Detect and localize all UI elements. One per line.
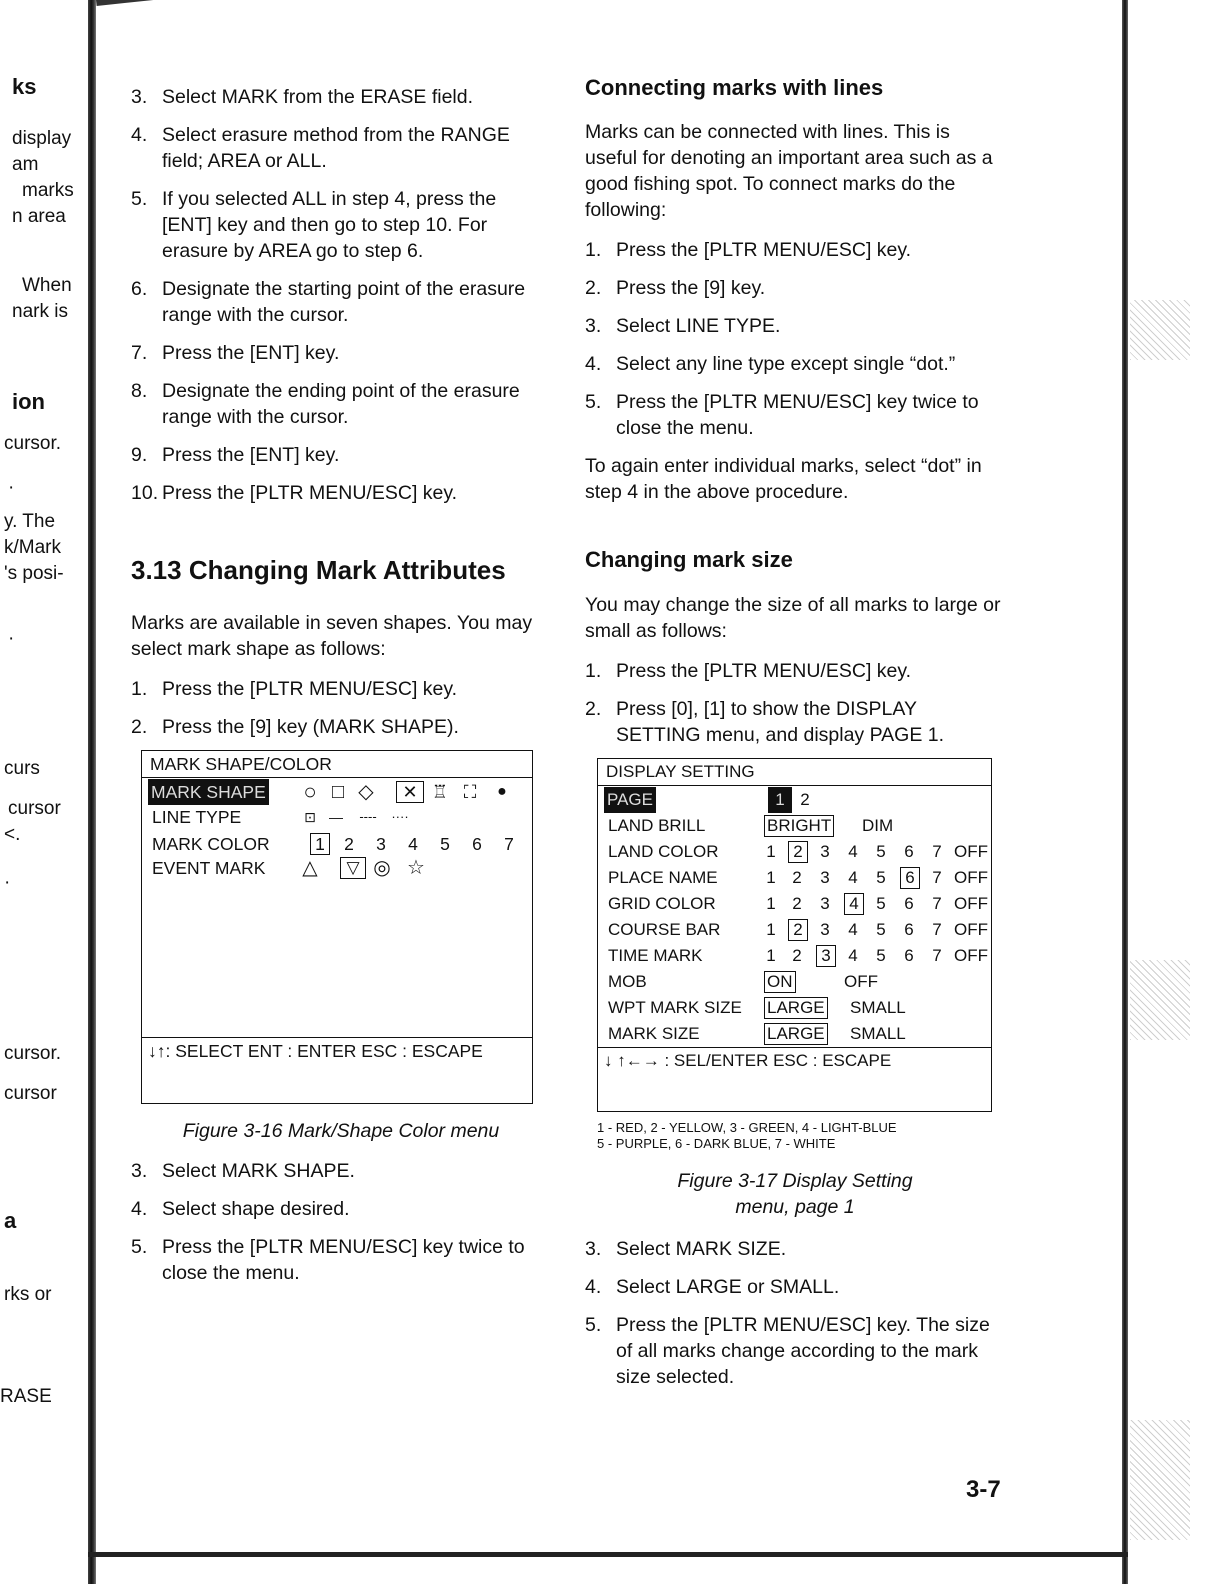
menu-row-label: WPT MARK SIZE (608, 998, 742, 1017)
step: 4. Select shape desired. (131, 1198, 350, 1220)
num-option-selected[interactable]: 6 (900, 867, 920, 889)
step: 6. Designate the starting point of the erasure range with the cursor. (131, 278, 526, 326)
num-option[interactable]: 3 (820, 868, 830, 887)
num-option[interactable]: 1 (766, 894, 776, 913)
menu-row-label: TIME MARK (608, 946, 703, 965)
num-option[interactable]: 7 (932, 842, 942, 861)
fragment: a (4, 1208, 17, 1233)
num-option-selected[interactable]: 3 (816, 945, 836, 967)
page-edge-bottom (88, 1552, 1128, 1557)
step: 4. Select erasure method from the RANGE field; AREA or ALL. (131, 124, 510, 172)
menu-title: MARK SHAPE/COLOR (142, 751, 532, 778)
mark-shape-color-menu (141, 750, 533, 1104)
step: 9. Press the [ENT] key. (131, 444, 340, 466)
step: 3. Select MARK SIZE. (585, 1238, 787, 1260)
color-option[interactable]: 1 (310, 833, 330, 855)
fragment: · (8, 477, 15, 498)
fragment: When (22, 275, 72, 296)
scan-noise (1130, 960, 1190, 1040)
menu-footer: ↓↑: SELECT ENT : ENTER ESC : ESCAPE (142, 1037, 532, 1064)
fragment: curs (4, 758, 40, 779)
step: 4. Select LARGE or SMALL. (585, 1276, 840, 1298)
num-option[interactable]: 6 (904, 946, 914, 965)
fragment: marks (22, 180, 74, 201)
shape-x-icon[interactable]: ✕ (396, 781, 424, 803)
num-option[interactable]: 6 (904, 920, 914, 939)
num-option[interactable]: OFF (954, 946, 988, 965)
shape-diamond-icon[interactable]: ◇ (358, 781, 374, 803)
display-setting-menu (597, 758, 992, 1112)
menu-row-mark-shape[interactable] (142, 779, 532, 805)
color-option[interactable]: 5 (440, 834, 450, 854)
fragment: RASE (0, 1386, 52, 1407)
menu-row-mark-color[interactable] (142, 831, 532, 857)
fragment: cursor (4, 1083, 57, 1104)
num-option[interactable]: 7 (932, 946, 942, 965)
menu-row-grid-color[interactable] (598, 891, 991, 917)
num-option[interactable]: 3 (820, 920, 830, 939)
connect-marks-section (585, 119, 1005, 505)
page-number: 3-7 (966, 1476, 1001, 1503)
fragment: rks or (4, 1284, 52, 1305)
fragment: y. The (4, 511, 56, 532)
line-dashed-icon[interactable]: ---- (359, 809, 377, 824)
mark-shape-steps (131, 1158, 551, 1286)
fragment: display (12, 128, 72, 149)
menu-footer: ↓ ↑←→ : SEL/ENTER ESC : ESCAPE (598, 1047, 991, 1074)
event-triangle-down-icon[interactable]: ▽ (340, 857, 366, 879)
step: 3. Select MARK from the ERASE field. (131, 86, 474, 108)
menu-row-land-color[interactable] (598, 839, 991, 865)
color-option[interactable]: 3 (376, 834, 386, 854)
color-option[interactable]: 4 (408, 834, 418, 854)
num-option[interactable]: 5 (876, 894, 886, 913)
line-dotted-icon[interactable]: ···· (391, 809, 409, 824)
paragraph: Marks can be connected with lines. This is useful for denoting an important area such as a good fishing spot. To connect marks do the following: (585, 121, 993, 221)
menu-title: DISPLAY SETTING (598, 759, 991, 786)
fragment: cursor. (4, 1043, 62, 1064)
option[interactable]: SMALL (850, 1024, 906, 1043)
menu-row-label: GRID COLOR (608, 894, 716, 913)
step: 2. Press [0], [1] to show the DISPLAY SETTING menu, and display PAGE 1. (585, 698, 945, 746)
num-option[interactable]: OFF (954, 842, 988, 861)
page-option[interactable]: 1 (768, 787, 792, 813)
menu-row-label: MOB (608, 972, 647, 991)
menu-row-label: LAND COLOR (608, 842, 719, 861)
menu-row-label: LINE TYPE (152, 807, 242, 827)
num-option[interactable]: 4 (848, 842, 858, 861)
mark-size-steps (585, 1236, 1005, 1390)
step: 3. Select MARK SHAPE. (131, 1160, 355, 1182)
figure-caption: Figure 3-16 Mark/Shape Color menu (182, 1120, 500, 1142)
menu-row-label: PAGE (604, 787, 656, 813)
subsection-title: Connecting marks with lines (585, 75, 884, 100)
legend-line: 1 - RED, 2 - YELLOW, 3 - GREEN, 4 - LIGHT-BLUE (597, 1120, 897, 1135)
step: 1. Press the [PLTR MENU/ESC] key. (585, 660, 912, 682)
fragment: ks (12, 74, 37, 99)
fragment: · (8, 628, 15, 649)
step: 1. Press the [PLTR MENU/ESC] key. (585, 239, 912, 261)
page-option[interactable]: 2 (800, 790, 810, 809)
num-option-selected[interactable]: 2 (788, 841, 808, 863)
num-option[interactable]: 2 (792, 894, 802, 913)
num-option[interactable]: 1 (766, 842, 776, 861)
menu-row-label: MARK SIZE (608, 1024, 700, 1043)
scan-noise (1130, 300, 1190, 360)
step: 5. Press the [PLTR MENU/ESC] key. The size of all marks change according to the mark size selected. (585, 1314, 990, 1388)
step: 5. If you selected ALL in step 4, press the [ENT] key and then go to step 10. For erasure by AREA go to step 6. (131, 188, 497, 262)
figure-caption (585, 1168, 1005, 1220)
option-selected[interactable]: ON (764, 971, 796, 993)
num-option[interactable]: 2 (792, 946, 802, 965)
fragment: 's posi- (4, 563, 64, 584)
num-option[interactable]: 5 (876, 868, 886, 887)
step: 4. Select any line type except single “dot.” (585, 353, 956, 375)
event-bullseye-icon[interactable]: ◎ (373, 857, 391, 879)
line-dot-icon[interactable]: ⊡ (304, 809, 316, 825)
section-title: 3.13 Changing Mark Attributes (131, 555, 506, 585)
menu-row-label: MARK COLOR (152, 834, 270, 854)
num-option[interactable]: 7 (932, 868, 942, 887)
num-option[interactable]: 5 (876, 946, 886, 965)
option-selected[interactable]: BRIGHT (764, 815, 834, 837)
legend-line: 5 - PURPLE, 6 - DARK BLUE, 7 - WHITE (597, 1136, 836, 1151)
color-legend (597, 1120, 897, 1152)
step: 2. Press the [9] key. (585, 277, 766, 299)
menu-row-time-mark[interactable] (598, 943, 991, 969)
num-option[interactable]: 1 (766, 946, 776, 965)
shape-dot-icon[interactable]: ● (497, 783, 507, 800)
num-option[interactable]: 4 (848, 868, 858, 887)
binding-edge (88, 0, 96, 1584)
num-option[interactable]: 4 (848, 920, 858, 939)
step: 7. Press the [ENT] key. (131, 342, 340, 364)
menu-row-page[interactable] (598, 787, 991, 813)
page-edge-right (1122, 0, 1128, 1584)
num-option[interactable]: OFF (954, 894, 988, 913)
paragraph: You may change the size of all marks to large or small as follows: (585, 594, 1001, 642)
num-option[interactable]: 6 (904, 894, 914, 913)
menu-row-land-brill[interactable] (598, 813, 991, 839)
menu-row-label: MARK SHAPE (148, 779, 269, 805)
mark-attr-intro (131, 610, 551, 740)
erase-steps (131, 84, 551, 506)
step: 3. Select LINE TYPE. (585, 315, 781, 337)
option[interactable]: SMALL (850, 998, 906, 1017)
fragment: <. (4, 824, 21, 845)
menu-row-line-type[interactable] (142, 804, 532, 830)
menu-row-label: EVENT MARK (152, 858, 266, 878)
shape-flag-icon[interactable]: ♖ (431, 782, 449, 802)
step: 2. Press the [9] key (MARK SHAPE). (131, 716, 459, 738)
menu-row-label: LAND BRILL (608, 816, 706, 835)
option[interactable]: OFF (844, 972, 878, 991)
menu-row-mob[interactable] (598, 969, 991, 995)
fragment: cursor. (4, 433, 62, 454)
intro-text: Marks are available in seven shapes. You may select mark shape as follows: (131, 612, 533, 660)
num-option[interactable]: 6 (904, 842, 914, 861)
mark-size-section (585, 592, 1005, 748)
num-option[interactable]: 3 (820, 894, 830, 913)
fragment: cursor (8, 798, 61, 819)
step: 5. Press the [PLTR MENU/ESC] key twice to close the menu. (131, 1236, 525, 1284)
num-option[interactable]: 5 (876, 920, 886, 939)
step: 10. Press the [PLTR MENU/ESC] key. (131, 482, 458, 504)
shape-fish-icon[interactable]: ⛶ (463, 782, 477, 802)
menu-row-label: COURSE BAR (608, 920, 721, 939)
option-selected[interactable]: LARGE (764, 1023, 828, 1045)
fragment: k/Mark (4, 537, 61, 558)
fragment: n area (12, 206, 66, 227)
option[interactable]: DIM (862, 816, 894, 835)
num-option[interactable]: 7 (932, 920, 942, 939)
num-option[interactable]: 1 (766, 868, 776, 887)
line-solid-icon[interactable]: — (329, 809, 343, 825)
event-triangle-up-icon[interactable]: △ (302, 857, 318, 879)
color-option[interactable]: 7 (504, 834, 514, 854)
event-star-icon[interactable]: ☆ (407, 857, 425, 879)
fragment: nark is (12, 301, 68, 322)
num-option-selected[interactable]: 4 (844, 893, 864, 915)
color-option[interactable]: 6 (472, 834, 482, 854)
menu-row-label: PLACE NAME (608, 868, 718, 887)
scan-noise (1130, 1420, 1190, 1540)
num-option[interactable]: 1 (766, 920, 776, 939)
fragment: ion (12, 389, 45, 414)
paragraph: To again enter individual marks, select “dot” in step 4 in the above procedure. (585, 455, 982, 503)
caption-line: menu, page 1 (735, 1196, 855, 1218)
subsection-title: Changing mark size (585, 547, 793, 572)
num-option[interactable]: 4 (848, 946, 858, 965)
caption-line: Figure 3-17 Display Setting (677, 1170, 913, 1192)
step: 8. Designate the ending point of the erasure range with the cursor. (131, 380, 520, 428)
fragment: · (4, 872, 11, 893)
num-option[interactable]: 3 (820, 842, 830, 861)
option-selected[interactable]: LARGE (764, 997, 828, 1019)
step: 5. Press the [PLTR MENU/ESC] key twice to close the menu. (585, 391, 979, 439)
num-option[interactable]: 2 (792, 868, 802, 887)
color-option[interactable]: 2 (344, 834, 354, 854)
page-edge-top (96, 0, 166, 6)
menu-row-event-mark[interactable] (142, 855, 532, 881)
menu-row-course-bar[interactable] (598, 917, 991, 943)
num-option[interactable]: 5 (876, 842, 886, 861)
step: 1. Press the [PLTR MENU/ESC] key. (131, 678, 458, 700)
fragment: am (12, 154, 39, 175)
menu-row-wpt-mark-size[interactable] (598, 995, 991, 1021)
menu-row-mark-size[interactable] (598, 1021, 991, 1047)
num-option[interactable]: OFF (954, 868, 988, 887)
num-option-selected[interactable]: 2 (788, 919, 808, 941)
num-option[interactable]: 7 (932, 894, 942, 913)
shape-square-icon[interactable]: □ (331, 781, 345, 803)
num-option[interactable]: OFF (954, 920, 988, 939)
menu-row-place-name[interactable] (598, 865, 991, 891)
shape-circle-icon[interactable]: ○ (303, 779, 317, 804)
